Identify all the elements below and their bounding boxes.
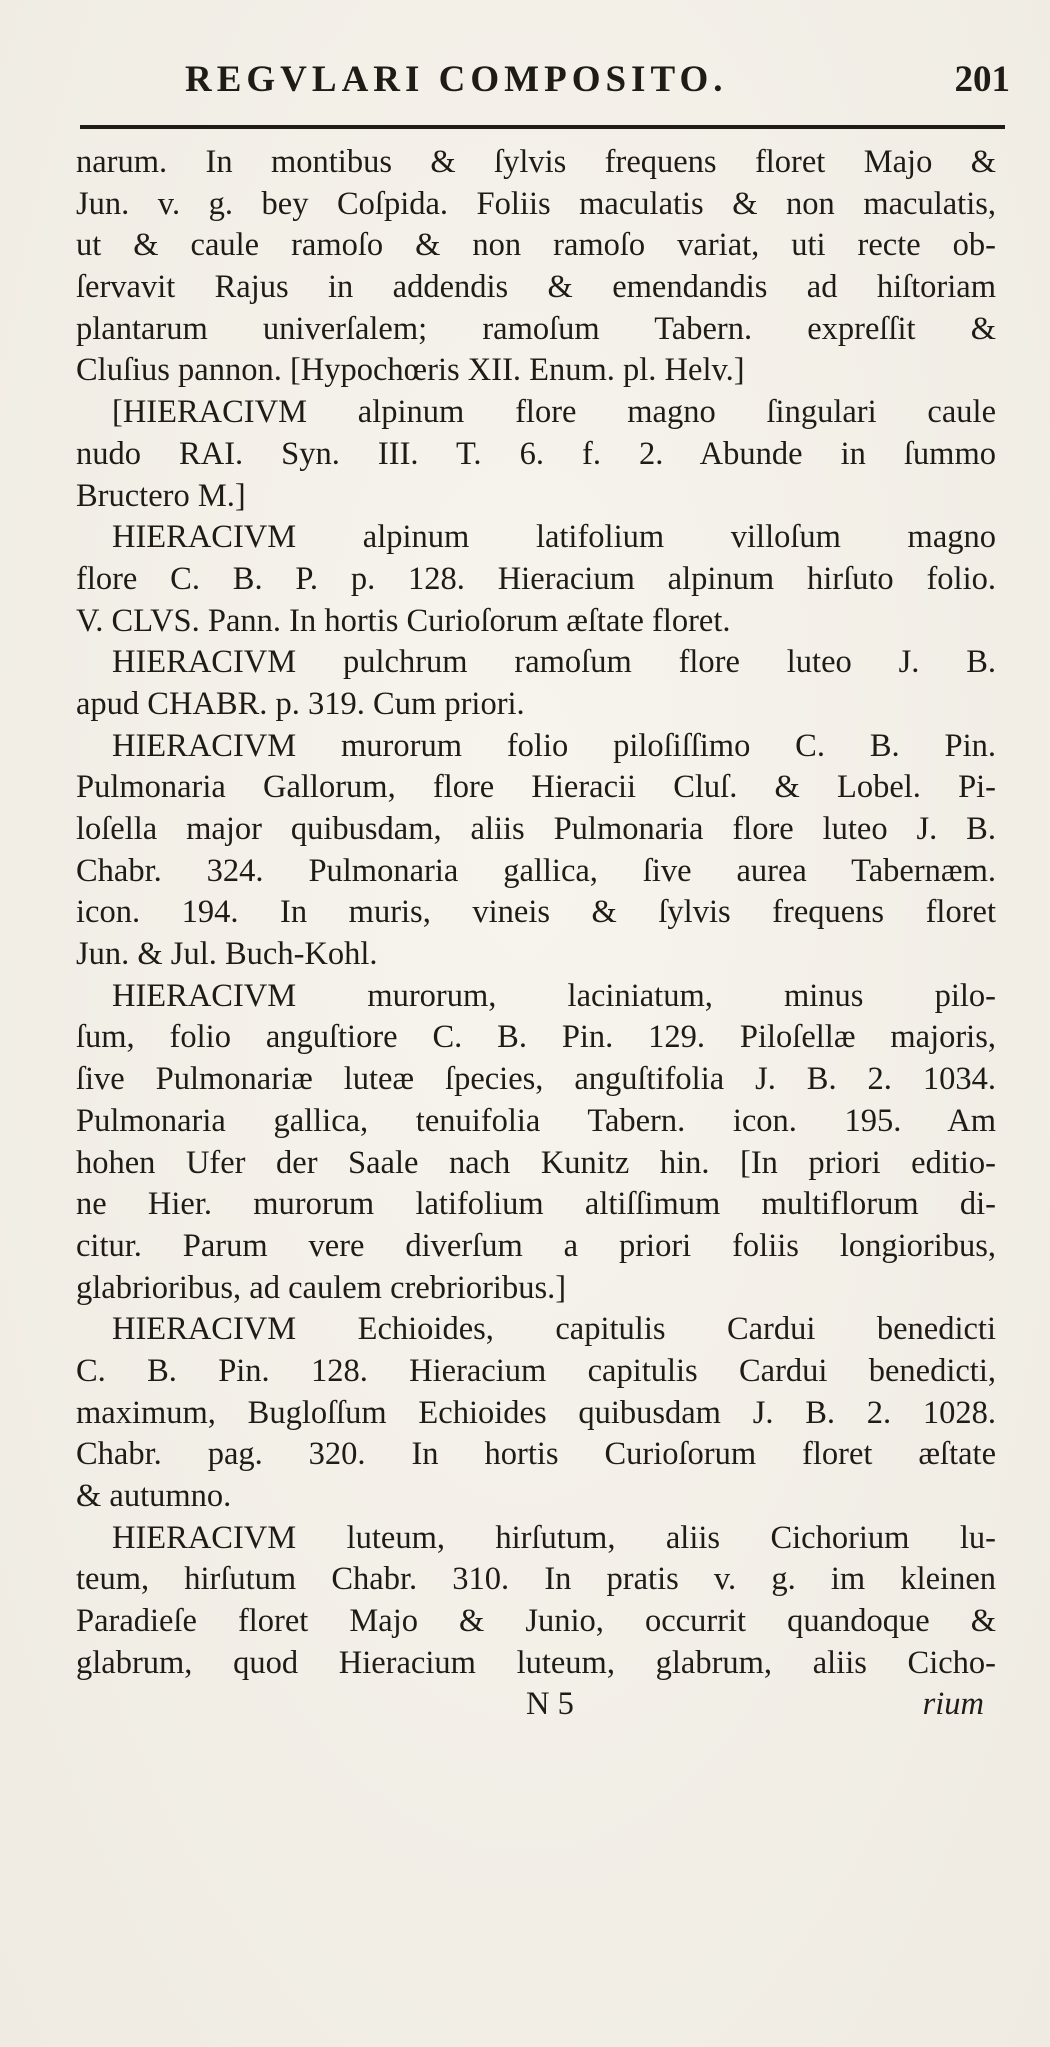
text-line: maximum, Bugloſſum Echioides quibusdam J. B. 2. 1028.	[76, 1394, 996, 1431]
text-line: loſella major quibusdam, aliis Pulmonaria flore luteo J. B.	[76, 811, 996, 847]
text-line: hohen Ufer der Saale nach Kunitz hin. [In priori editio-	[76, 1144, 996, 1181]
text-line: HIERACIVM alpinum latifolium villoſum magno	[112, 519, 996, 556]
text-line: HIERACIVM murorum folio piloſiſſimo C. B. Pin.	[112, 727, 996, 764]
text-line: glabrum, quod Hieracium luteum, glabrum, aliis Cicho-	[76, 1644, 996, 1681]
text-line: narum. In montibus & ſylvis frequens floret Majo &	[76, 144, 996, 180]
running-head: REGVLARI COMPOSITO.	[185, 59, 728, 100]
text-line: ut & caule ramoſo & non ramoſo variat, uti recte ob-	[76, 227, 996, 264]
text-line: C. B. Pin. 128. Hieracium capitulis Cardui benedicti,	[76, 1352, 996, 1389]
catchword: rium	[922, 1686, 984, 1723]
body-text	[76, 142, 996, 1726]
text-line: plantarum univerſalem; ramoſum Tabern. expreſſit &	[76, 310, 996, 347]
text-line: Pulmonaria Gallorum, flore Hieracii Cluſ. & Lobel. Pi-	[76, 769, 996, 806]
text-line: ne Hier. murorum latifolium altiſſimum multiflorum di-	[76, 1186, 996, 1223]
text-line: glabrioribus, ad caulem crebrioribus.]	[76, 1269, 567, 1306]
text-line: apud CHABR. p. 319. Cum priori.	[76, 685, 525, 722]
text-line: & autumno.	[76, 1478, 232, 1514]
text-line: nudo RAI. Syn. III. T. 6. f. 2. Abunde in ſummo	[76, 435, 996, 472]
text-line: ſive Pulmonariæ luteæ ſpecies, anguſtifolia J. B. 2. 1034.	[76, 1061, 996, 1098]
page-number: 201	[954, 59, 1010, 100]
signature-mark: N 5	[526, 1686, 574, 1723]
text-line: icon. 194. In muris, vineis & ſylvis frequens floret	[76, 894, 996, 931]
footer-line	[76, 1684, 996, 1726]
text-line: Jun. v. g. bey Coſpida. Foliis maculatis & non maculatis,	[76, 185, 996, 222]
text-line: Pulmonaria gallica, tenuifolia Tabern. icon. 195. Am	[76, 1102, 996, 1139]
text-line: HIERACIVM luteum, hirſutum, aliis Cichorium lu-	[112, 1519, 996, 1556]
text-line: Paradieſe floret Majo & Junio, occurrit quandoque &	[76, 1603, 996, 1640]
text-line: Chabr. 324. Pulmonaria gallica, ſive aurea Tabernæm.	[76, 852, 996, 889]
text-line: Jun. & Jul. Buch-Kohl.	[76, 936, 378, 973]
text-line: HIERACIVM Echioides, capitulis Cardui benedicti	[112, 1311, 996, 1348]
text-line: [HIERACIVM alpinum flore magno ſingulari caule	[112, 394, 996, 431]
text-line: HIERACIVM pulchrum ramoſum flore luteo J. B.	[112, 644, 996, 681]
text-line: HIERACIVM murorum, laciniatum, minus pilo-	[112, 977, 996, 1014]
header-rule	[80, 125, 1005, 129]
text-line: teum, hirſutum Chabr. 310. In pratis v. g. im kleinen	[76, 1561, 996, 1598]
text-line: ſum, folio anguſtiore C. B. Pin. 129. Piloſellæ majoris,	[76, 1019, 996, 1056]
text-line: Bructero M.]	[76, 477, 246, 514]
text-line: citur. Parum vere diverſum a priori foliis longioribus,	[76, 1227, 996, 1264]
text-line: ſervavit Rajus in addendis & emendandis ad hiſtoriam	[76, 269, 996, 306]
text-line: Cluſius pannon. [Hypochœris XII. Enum. pl. Helv.]	[76, 352, 745, 389]
text-line: flore C. B. P. p. 128. Hieracium alpinum hirſuto folio.	[76, 560, 996, 597]
text-line: V. CLVS. Pann. In hortis Curioſorum æſtate floret.	[76, 602, 731, 639]
page-header	[60, 58, 1010, 118]
text-line: Chabr. pag. 320. In hortis Curioſorum floret æſtate	[76, 1436, 996, 1473]
